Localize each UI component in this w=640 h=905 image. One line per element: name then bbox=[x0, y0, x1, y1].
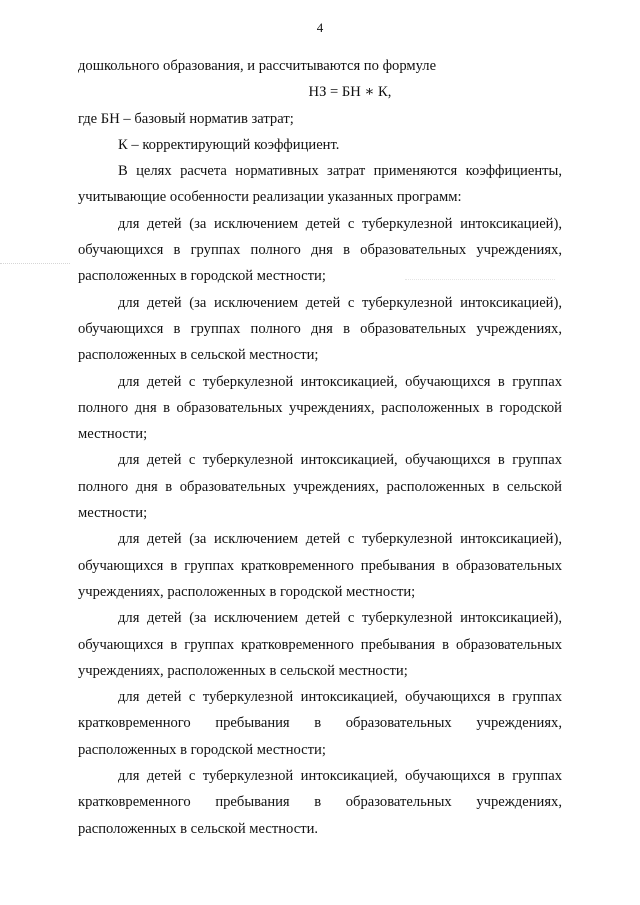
document-body bbox=[78, 53, 562, 842]
formula-legend-bn: где БН – базовый норматив затрат; bbox=[78, 110, 294, 127]
paragraph-continuation: дошкольного образования, и рассчитываются по формуле bbox=[78, 58, 437, 74]
formula-legend-k: К – корректирующий коэффициент. bbox=[118, 136, 340, 153]
list-item: для детей с туберкулезной интоксикацией, обучающихся в группах кратковременного пребывания в образовательных учреждениях, расположенных в городской местности; bbox=[78, 689, 562, 758]
list-item: для детей с туберкулезной интоксикацией, обучающихся в группах полного дня в образовательных учреждениях, расположенных в сельской местности; bbox=[78, 452, 562, 522]
scan-artifact-dots bbox=[0, 263, 70, 264]
page-number: 4 bbox=[316, 20, 324, 35]
paragraph-intro: В целях расчета нормативных затрат применяются коэффициенты, учитывающие особенности реализации указанных программ: bbox=[78, 163, 562, 206]
list-item: для детей (за исключением детей с туберкулезной интоксикацией), обучающихся в группах кратковременного пребывания в образовательных учреждениях, расположенных в сельской местности; bbox=[78, 610, 562, 679]
list-item: для детей с туберкулезной интоксикацией, обучающихся в группах кратковременного пребывания в образовательных учреждениях, расположенных в сельской местности. bbox=[78, 768, 562, 837]
list-item: для детей (за исключением детей с туберкулезной интоксикацией), обучающихся в группах полного дня в образовательных учреждениях, расположенных в городской местности; bbox=[78, 215, 562, 285]
list-item: для детей (за исключением детей с туберкулезной интоксикацией), обучающихся в группах кратковременного пребывания в образовательных учреждениях, расположенных в городской местности; bbox=[78, 531, 562, 600]
list-item: для детей (за исключением детей с туберкулезной интоксикацией), обучающихся в группах полного дня в образовательных учреждениях, расположенных в сельской местности; bbox=[78, 294, 562, 364]
list-item: для детей с туберкулезной интоксикацией, обучающихся в группах полного дня в образовательных учреждениях, расположенных в городской местности; bbox=[78, 373, 562, 443]
formula: НЗ = БН ∗ К, bbox=[308, 84, 392, 101]
